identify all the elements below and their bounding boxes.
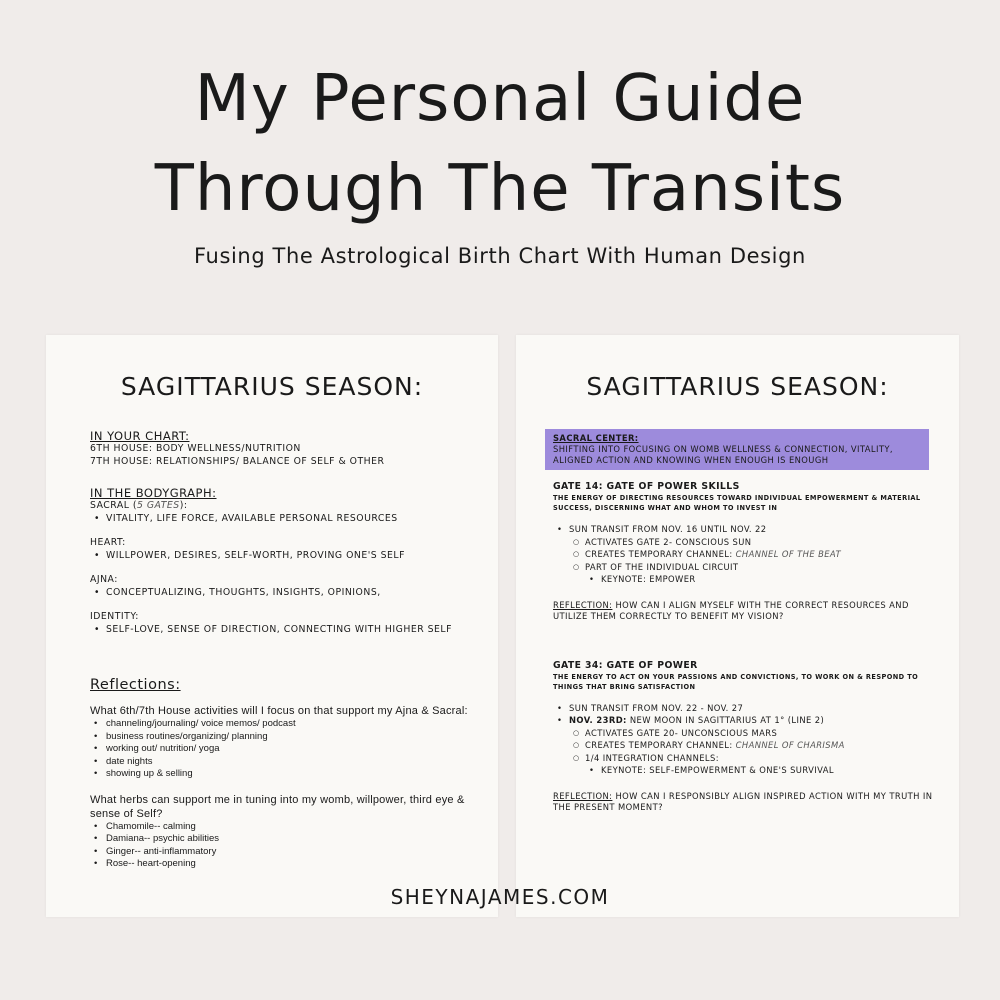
gate-34-new-moon-date: NOV. 23RD: xyxy=(569,715,627,725)
left-page-content xyxy=(90,429,480,871)
right-page-preview xyxy=(516,335,959,917)
list-item: • Damiana-- psychic abilities xyxy=(106,833,480,846)
gate-34-integration-text: 1/4 INTEGRATION CHANNELS: xyxy=(585,752,719,763)
left-season-title: SAGITTARIUS SEASON: xyxy=(120,372,424,401)
sacral-center-heading: SACRAL CENTER: xyxy=(553,433,639,443)
gate-14-keynote: • KEYNOTE: EMPOWER xyxy=(601,573,943,586)
gate-34-new-moon-text: NEW MOON IN SAGITTARIUS AT 1° (LINE 2) xyxy=(626,715,825,725)
heart-label: HEART: xyxy=(90,537,126,548)
reflections-heading: Reflections: xyxy=(90,677,181,693)
gate-14-heading: GATE 14: GATE OF POWER SKILLS xyxy=(553,481,740,492)
gate-14-activates: ○ ACTIVATES GATE 2- CONSCIOUS SUN xyxy=(585,536,943,549)
list-item: • Chamomile-- calming xyxy=(106,821,480,834)
gate-14-transit-text: SUN TRANSIT FROM NOV. 16 UNTIL NOV. 22 xyxy=(569,524,767,534)
ajna-item: • CONCEPTUALIZING, THOUGHTS, INSIGHTS, OPINIONS, xyxy=(106,587,480,600)
in-your-chart-heading: IN YOUR CHART: xyxy=(90,429,190,443)
gate-34-channel xyxy=(585,739,943,752)
website-footer: SHEYNAJAMES.COM xyxy=(390,885,610,909)
sacral-label-text: SACRAL ( xyxy=(90,500,137,511)
right-page-content xyxy=(553,429,943,814)
gate-34-integration xyxy=(585,752,943,777)
sacral-label xyxy=(90,500,480,513)
gate-14-channel-name: CHANNEL OF THE BEAT xyxy=(735,549,841,559)
reflection-label: REFLECTION: xyxy=(553,790,613,801)
list-item: • channeling/journaling/ voice memos/ podcast xyxy=(106,718,480,731)
sacral-center-highlight xyxy=(545,429,929,470)
subtitle: Fusing The Astrological Birth Chart With Human Design xyxy=(194,244,806,268)
heart-item: • WILLPOWER, DESIRES, SELF-WORTH, PROVING ONE'S SELF xyxy=(106,550,480,563)
question-herbs: What herbs can support me in tuning into my womb, willpower, third eye & sense of Self? xyxy=(90,793,465,820)
reflection-label: REFLECTION: xyxy=(553,599,613,610)
gate-14-channel xyxy=(585,548,943,561)
left-page-preview xyxy=(46,335,498,917)
main-title-line-2: Through The Transits xyxy=(154,152,846,226)
gate-14-circuit xyxy=(585,561,943,586)
gate-34-subtitle: THE ENERGY TO ACT ON YOUR PASSIONS AND CONVICTIONS, TO WORK ON & RESPOND TO THINGS THAT BRING SATISFACTION xyxy=(553,672,919,691)
sacral-item: • VITALITY, LIFE FORCE, AVAILABLE PERSONAL RESOURCES xyxy=(106,513,480,526)
gate-14-circuit-text: PART OF THE INDIVIDUAL CIRCUIT xyxy=(585,561,739,572)
gate-14-subtitle: THE ENERGY OF DIRECTING RESOURCES TOWARD INDIVIDUAL EMPOWERMENT & MATERIAL SUCCESS, DISCERNING WHAT AND WHOM TO INVEST IN xyxy=(553,494,921,512)
identity-item: • SELF-LOVE, SENSE OF DIRECTION, CONNECTING WITH HIGHER SELF xyxy=(106,624,480,637)
right-season-title: SAGITTARIUS SEASON: xyxy=(586,372,889,401)
gate-34-channel-label: CREATES TEMPORARY CHANNEL: xyxy=(585,740,736,750)
gate-14-transit xyxy=(569,523,943,586)
chart-line-7th-house: 7TH HOUSE: RELATIONSHIPS/ BALANCE OF SELF & OTHER xyxy=(90,455,385,467)
sacral-gates-count: 5 GATES xyxy=(136,500,180,511)
gate-34-new-moon xyxy=(569,714,943,777)
sacral-label-close: ): xyxy=(179,500,188,511)
gate-14-reflection xyxy=(553,600,943,623)
gate-34-reflection xyxy=(553,791,943,814)
list-item: • date nights xyxy=(106,756,480,769)
gate-34-reflection-text: HOW CAN I RESPONSIBLY ALIGN INSPIRED ACTION WITH MY TRUTH IN THE PRESENT MOMENT? xyxy=(553,790,933,812)
gate-14-reflection-text: HOW CAN I ALIGN MYSELF WITH THE CORRECT RESOURCES AND UTILIZE THEM CORRECTLY TO BENEFIT MY VISION? xyxy=(553,599,909,621)
list-item: • working out/ nutrition/ yoga xyxy=(106,743,480,756)
list-item: • showing up & selling xyxy=(106,768,480,781)
identity-label: IDENTITY: xyxy=(90,611,139,622)
gate-14-channel-label: CREATES TEMPORARY CHANNEL: xyxy=(585,549,736,559)
gate-34-channel-name: CHANNEL OF CHARISMA xyxy=(735,740,845,750)
gate-34-activates: ○ ACTIVATES GATE 20- UNCONSCIOUS MARS xyxy=(585,727,943,740)
list-item: • business routines/organizing/ planning xyxy=(106,731,480,744)
gate-34-transit: • SUN TRANSIT FROM NOV. 22 - NOV. 27 xyxy=(569,702,943,715)
gate-34-keynote: • KEYNOTE: SELF-EMPOWERMENT & ONE'S SURVIVAL xyxy=(601,764,943,777)
main-title-line-1: My Personal Guide xyxy=(194,62,806,136)
ajna-label: AJNA: xyxy=(90,574,118,585)
in-the-bodygraph-heading: IN THE BODYGRAPH: xyxy=(90,486,217,500)
question-house-activities: What 6th/7th House activities will I focus on that support my Ajna & Sacral: xyxy=(90,705,468,717)
gate-34-heading: GATE 34: GATE OF POWER xyxy=(553,659,698,671)
chart-line-6th-house: 6TH HOUSE: BODY WELLNESS/NUTRITION xyxy=(90,443,301,454)
list-item: • Rose-- heart-opening xyxy=(106,858,480,871)
list-item: • Ginger-- anti-inflammatory xyxy=(106,846,480,859)
sacral-center-text: SHIFTING INTO FOCUSING ON WOMB WELLNESS & CONNECTION, VITALITY, ALIGNED ACTION AND KNOWING WHEN ENOUGH IS ENOUGH xyxy=(553,444,893,465)
